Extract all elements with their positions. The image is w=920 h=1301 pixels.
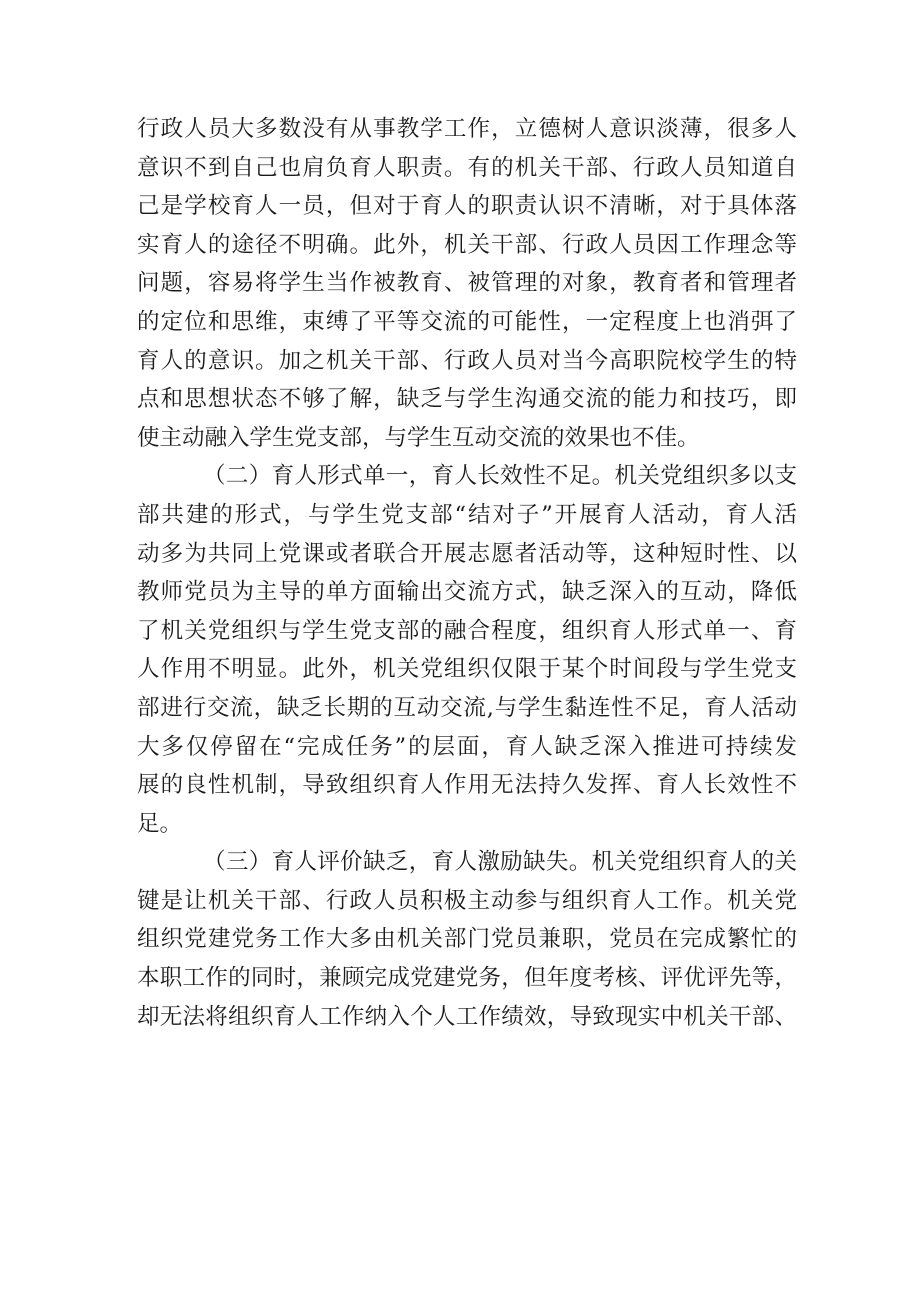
text-line: 组织党建党务工作大多由机关部门党员兼职，党员在完成繁忙的: [137, 926, 797, 953]
text-line: 己是学校育人一员，但对于育人的职责认识不清晰，对于具体落: [137, 193, 797, 220]
text-line: 了机关党组织与学生党支部的融合程度，组织育人形式单一、育: [137, 617, 797, 644]
paragraph-1: [137, 110, 797, 457]
text-line: 使主动融入学生党支部，与学生互动交流的效果也不佳。: [137, 424, 700, 451]
text-line: 点和思想状态不够了解，缺乏与学生沟通交流的能力和技巧，即: [137, 386, 797, 413]
text-line: 大多仅停留在“完成任务”的层面，育人缺乏深入推进可持续发: [137, 733, 797, 760]
text-line: 的定位和思维，束缚了平等交流的可能性，一定程度上也消弭了: [137, 308, 797, 335]
text-line: （二）育人形式单一，育人长效性不足。机关党组织多以支: [203, 463, 797, 490]
text-line: 意识不到自己也肩负育人职责。有的机关干部、行政人员知道自: [137, 154, 797, 181]
text-line: 部共建的形式，与学生党支部“结对子”开展育人活动，育人活: [137, 501, 797, 528]
text-line: 键是让机关干部、行政人员积极主动参与组织育人工作。机关党: [137, 887, 797, 914]
text-line: 动多为共同上党课或者联合开展志愿者活动等，这种短时性、以: [137, 540, 797, 567]
paragraph-3: [137, 843, 797, 1036]
document-body: [137, 110, 797, 1036]
text-line: 部进行交流，缺乏长期的互动交流,与学生黏连性不足，育人活动: [137, 694, 797, 721]
text-line: 人作用不明显。此外，机关党组织仅限于某个时间段与学生党支: [137, 656, 797, 683]
text-line: 足。: [137, 810, 183, 837]
text-line: 实育人的途径不明确。此外，机关干部、行政人员因工作理念等: [137, 231, 797, 258]
text-line: 教师党员为主导的单方面输出交流方式，缺乏深入的互动，降低: [137, 579, 797, 606]
text-line: 育人的意识。加之机关干部、行政人员对当今高职院校学生的特: [137, 347, 797, 374]
text-line: 问题，容易将学生当作被教育、被管理的对象，教育者和管理者: [137, 270, 797, 297]
text-line: 展的良性机制，导致组织育人作用无法持久发挥、育人长效性不: [137, 772, 797, 799]
text-line: 却无法将组织育人工作纳入个人工作绩效，导致现实中机关干部、: [137, 1003, 797, 1030]
text-line: （三）育人评价缺乏，育人激励缺失。机关党组织育人的关: [203, 849, 797, 876]
text-line: 行政人员大多数没有从事教学工作，立德树人意识淡薄，很多人: [137, 116, 797, 142]
text-line: 本职工作的同时，兼顾完成党建党务，但年度考核、评优评先等，: [137, 965, 797, 992]
paragraph-2: [137, 457, 797, 843]
